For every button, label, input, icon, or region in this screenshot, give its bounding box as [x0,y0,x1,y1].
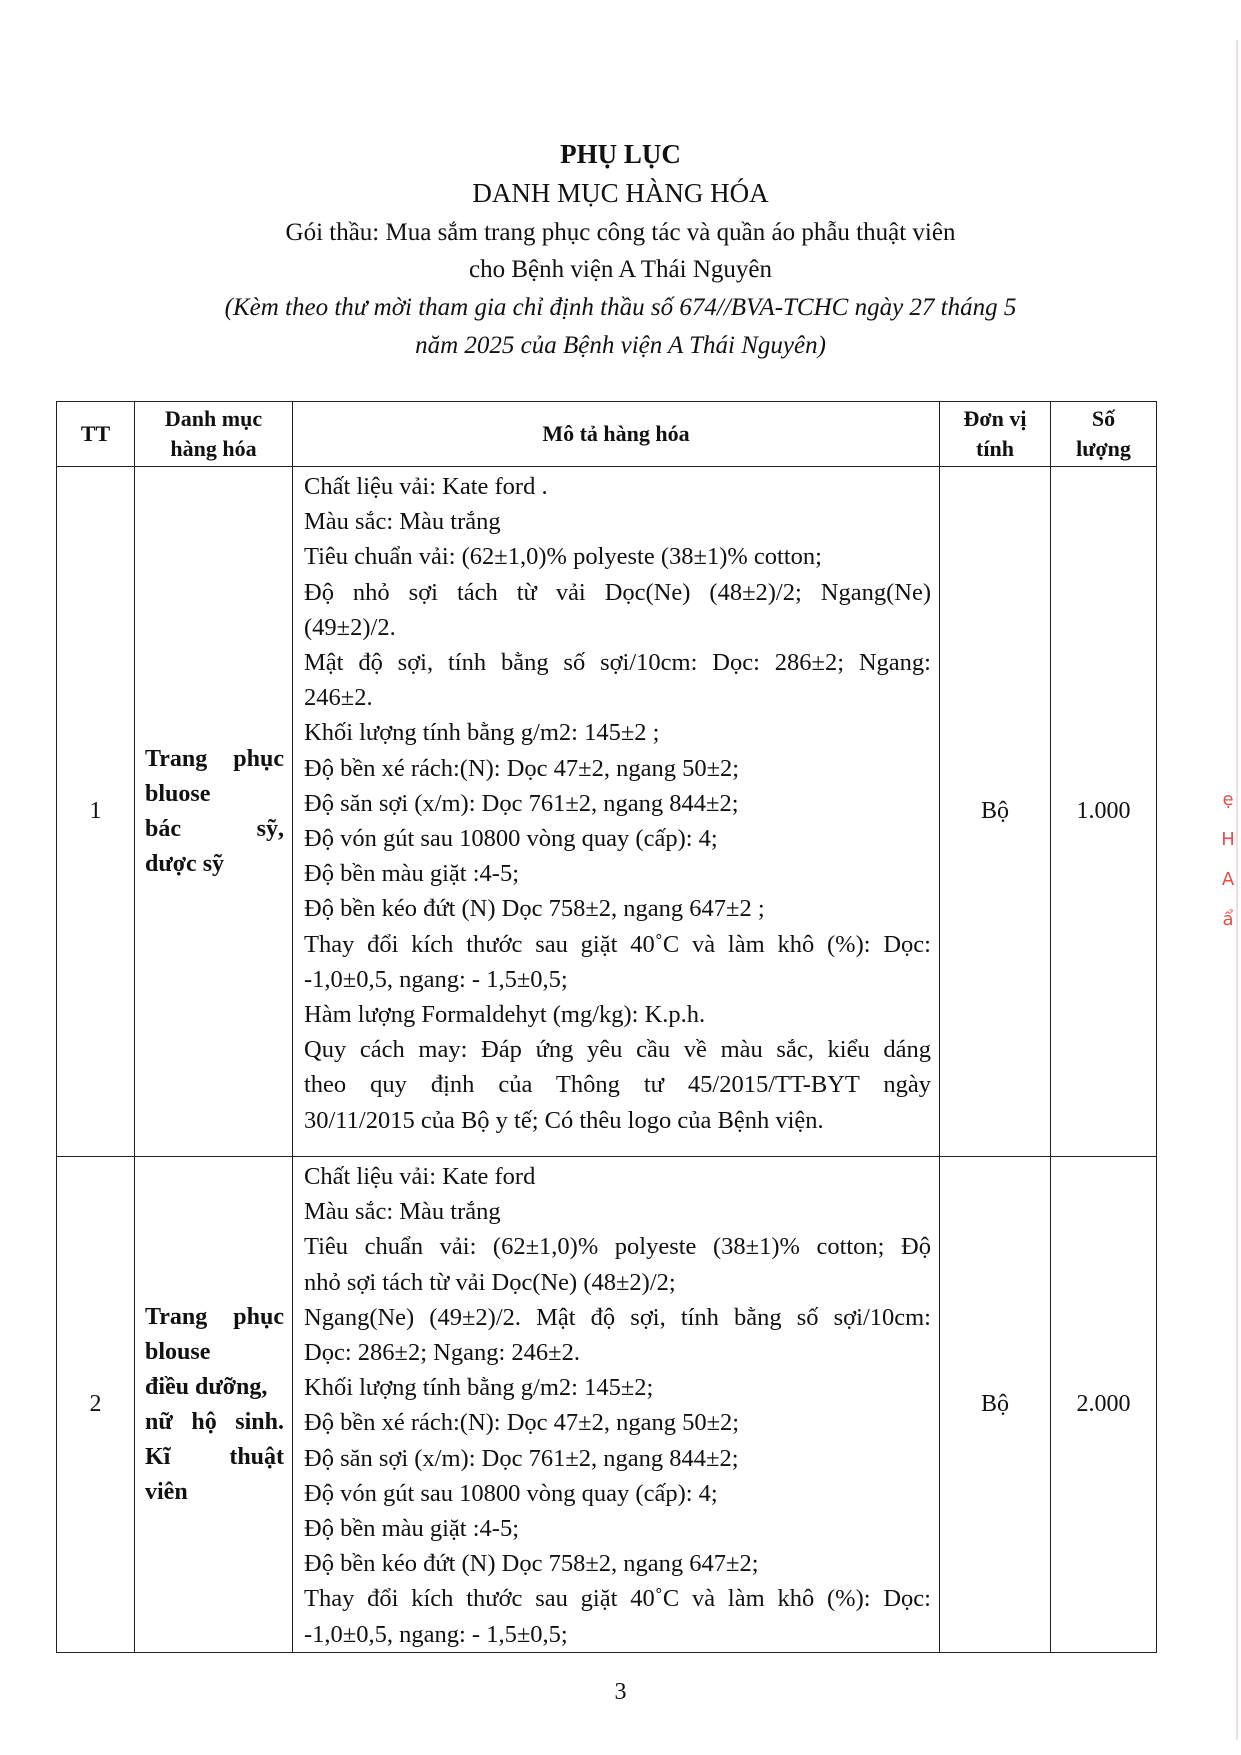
attachment-note-line2: năm 2025 của Bệnh viện A Thái Nguyên) [415,332,826,359]
description-line: theo quy định của Thông tư 45/2015/TT-BYT ngày [304,1071,931,1099]
description-line: Dọc: 286±2; Ngang: 246±2. [304,1339,580,1367]
description-line: Quy cách may: Đáp ứng yêu cầu về màu sắc, kiểu dáng [304,1036,931,1064]
category-line: nữ hộ sinh. [145,1408,284,1435]
stamp-char: ẹ [1222,789,1234,810]
description-line: 30/11/2015 của Bộ y tế; Có thêu logo của Bệnh viện. [304,1106,824,1134]
page-number: 3 [614,1679,627,1705]
table-row [57,1157,1157,1653]
description-line: 246±2. [304,684,373,712]
row-number: 2 [57,1157,135,1653]
description-line: Màu sắc: Màu trắng [304,508,501,536]
description-line: Ngang(Ne) (49±2)/2. Mật độ sợi, tính bằng số sợi/10cm: [304,1303,931,1331]
description-line: Độ bền màu giặt :4-5; [304,860,520,888]
table-row [57,467,1157,1157]
header-unit-line2: tính [976,436,1014,461]
header-tt: TT [57,402,135,467]
header-description: Mô tả hàng hóa [293,402,940,467]
stamp-char: H [1221,829,1235,850]
description-line: -1,0±0,5, ngang: - 1,5±0,5; [304,965,568,993]
appendix-title: PHỤ LỤC [560,139,681,169]
category-line: Kĩ thuật [145,1443,284,1470]
stamp-char: A [1221,869,1235,890]
header-quantity [1051,402,1157,467]
header-category [135,402,293,467]
stamp-char: ẩ [1222,909,1234,930]
description-line: Độ bền xé rách:(N): Dọc 47±2, ngang 50±2; [304,1409,740,1437]
row-description [293,1157,940,1653]
header-category-line1: Danh mục [164,406,263,431]
description-line: Khối lượng tính bằng g/m2: 145±2; [304,1374,654,1402]
description-line: Độ bền xé rách:(N): Dọc 47±2, ngang 50±2; [304,754,740,782]
description-line: Độ bền kéo đứt (N) Dọc 758±2, ngang 647±2 ; [304,895,765,923]
category-line: viên [145,1478,188,1505]
row-category [135,467,293,1157]
description-line: Độ nhỏ sợi tách từ vải Dọc(Ne) (48±2)/2; Ngang(Ne) [304,578,931,606]
description-line: nhỏ sợi tách từ vải Dọc(Ne) (48±2)/2; [304,1268,676,1296]
category-line: Trang phục [145,1303,284,1330]
row-quantity: 2.000 [1051,1157,1157,1653]
header-quantity-line2: lượng [1076,436,1131,461]
description-line: Thay đổi kích thước sau giặt 40˚C và làm khô (%): Dọc: [304,930,931,958]
row-quantity: 1.000 [1051,467,1157,1157]
table-header-row [57,402,1157,467]
description-line: Tiêu chuẩn vải: (62±1,0)% polyeste (38±1)% cotton; [304,543,822,571]
category-line: bác sỹ, [145,815,284,842]
description-line: Màu sắc: Màu trắng [304,1198,501,1226]
description-line: Thay đổi kích thước sau giặt 40˚C và làm khô (%): Dọc: [304,1585,931,1613]
description-line: Tiêu chuẩn vải: (62±1,0)% polyeste (38±1)% cotton; Độ [304,1233,931,1261]
description-line: Chất liệu vải: Kate ford [304,1163,536,1190]
category-line: điều dưỡng, [145,1373,268,1400]
package-name-line2: cho Bệnh viện A Thái Nguyên [469,256,772,283]
header-quantity-line1: Số [1091,406,1116,431]
header-unit-line1: Đơn vị [963,406,1027,431]
header-unit [940,402,1051,467]
description-line: Độ bền kéo đứt (N) Dọc 758±2, ngang 647±2; [304,1550,759,1578]
category-line: bluose [145,780,211,807]
category-line: blouse [145,1338,211,1365]
row-category [135,1157,293,1653]
header-category-line2: hàng hóa [170,436,257,461]
description-line: Độ săn sợi (x/m): Dọc 761±2, ngang 844±2; [304,1444,739,1472]
category-line: dược sỹ [145,850,225,877]
description-line: -1,0±0,5, ngang: - 1,5±0,5; [304,1620,568,1648]
description-line: Mật độ sợi, tính bằng số sợi/10cm: Dọc: 286±2; Ngang: [304,649,931,677]
description-line: Khối lượng tính bằng g/m2: 145±2 ; [304,719,660,747]
row-description [293,467,940,1157]
description-line: Độ vón gút sau 10800 vòng quay (cấp): 4; [304,1479,718,1507]
description-line: (49±2)/2. [304,613,396,641]
description-line: Độ vón gút sau 10800 vòng quay (cấp): 4; [304,825,718,853]
description-line: Độ săn sợi (x/m): Dọc 761±2, ngang 844±2; [304,789,739,817]
red-stamp-fragment [1216,780,1240,980]
goods-list-title: DANH MỤC HÀNG HÓA [472,178,769,208]
description-line: Hàm lượng Formaldehyt (mg/kg): K.p.h. [304,1001,706,1029]
row-number: 1 [57,467,135,1157]
goods-table [56,401,1157,1653]
package-name-line1: Gói thầu: Mua sắm trang phục công tác và quần áo phẫu thuật viên [285,219,956,246]
row-unit: Bộ [940,467,1051,1157]
description-line: Độ bền màu giặt :4-5; [304,1515,520,1543]
attachment-note-line1: (Kèm theo thư mời tham gia chỉ định thầu số 674//BVA-TCHC ngày 27 tháng 5 [224,294,1017,321]
category-line: Trang phục [145,745,284,772]
description-line: Chất liệu vải: Kate ford . [304,473,548,500]
row-unit: Bộ [940,1157,1051,1653]
